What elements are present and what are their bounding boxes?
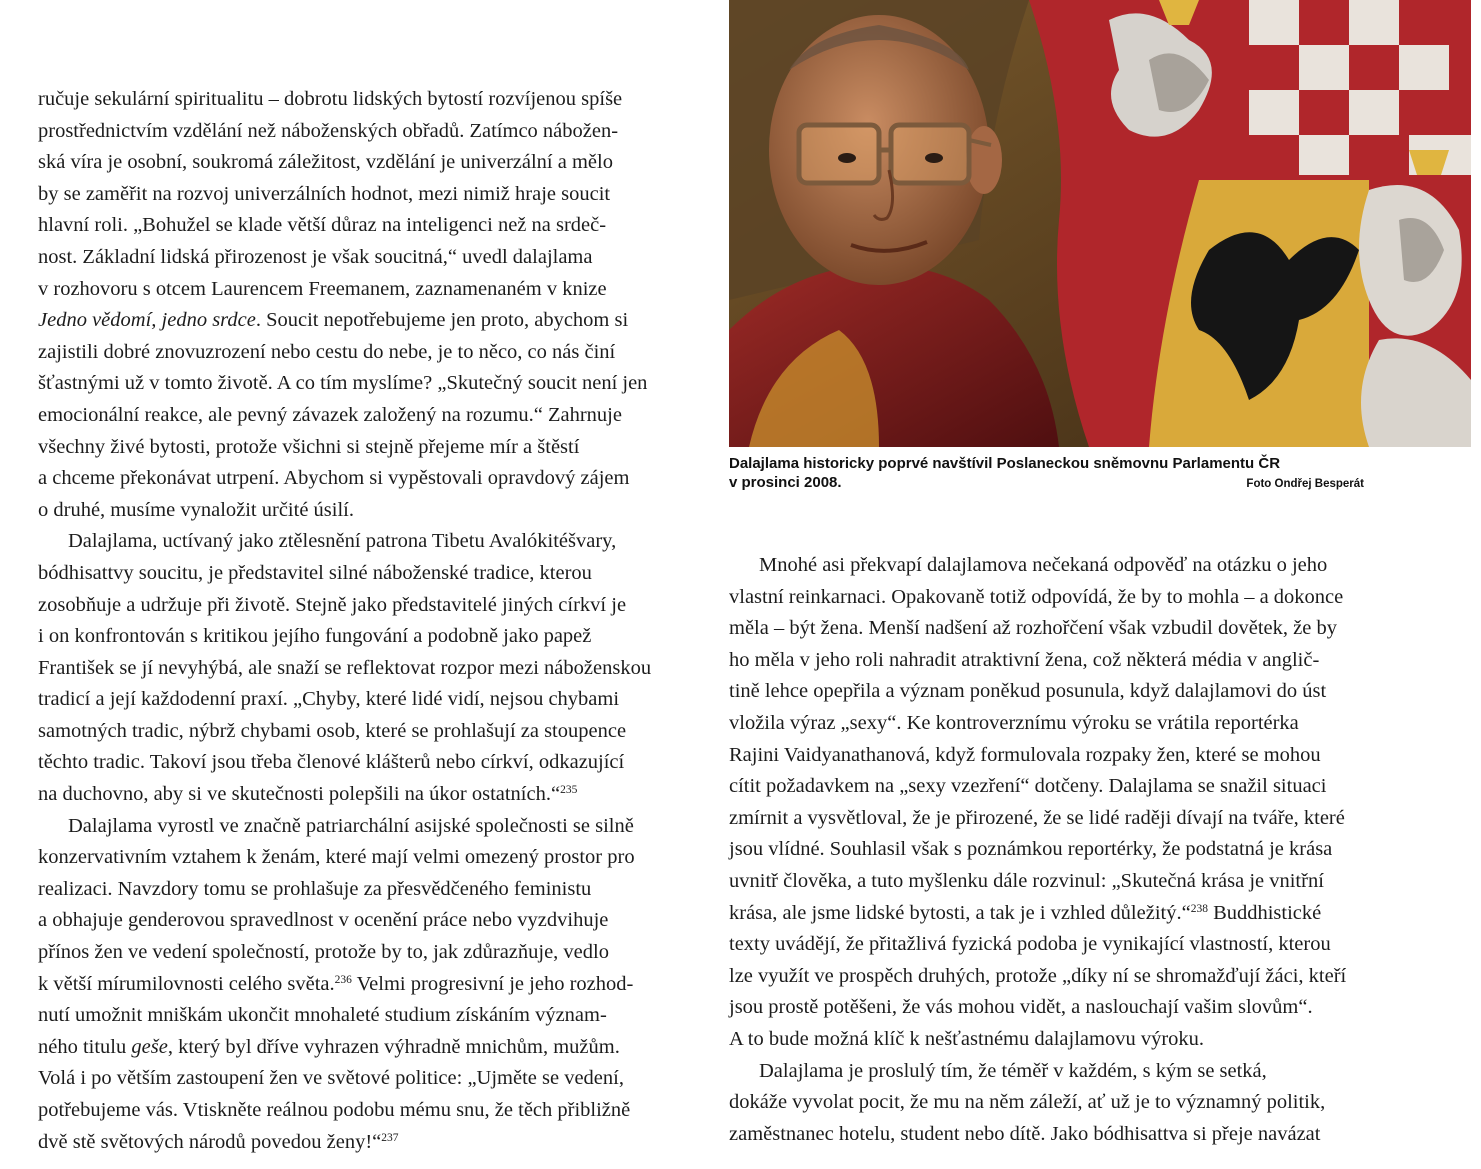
book-title: Jedno vědomí, jedno srdce bbox=[38, 309, 256, 332]
dalai-lama-photo bbox=[729, 0, 1471, 447]
paragraph-reincarnation bbox=[729, 550, 1369, 1056]
photo-illustration bbox=[729, 0, 1471, 447]
text-line: bódhisattvy soucitu, je představitel silné náboženské tradice, kterou bbox=[38, 561, 592, 584]
text-line: Dalajlama vyrostl ve značně patriarchální asijské společnosti se silně bbox=[68, 814, 634, 837]
text-line: přínos žen ve vedení společností, protože by to, jak zdůrazňuje, vedlo bbox=[38, 941, 609, 964]
text-line: zaměstnanec hotelu, student nebo dítě. Jako bódhisattva si přeje navázat bbox=[729, 1122, 1321, 1145]
text-line: emocionální reakce, ale pevný závazek založený na rozumu.“ Zahrnuje bbox=[38, 403, 622, 426]
caption-row bbox=[729, 473, 1364, 492]
text-line: v rozhovoru s otcem Laurencem Freemanem, zaznamenaném v knize bbox=[38, 277, 607, 300]
text-line: A to bude možná klíč k nešťastnému dalajlamovu výroku. bbox=[729, 1027, 1205, 1050]
text-line: Mnohé asi překvapí dalajlamova nečekaná odpověď na otázku o jeho bbox=[759, 554, 1328, 576]
text-line: šťastnými už v tomto životě. A co tím myslíme? „Skutečný soucit není jen bbox=[38, 372, 648, 395]
text-line: všechny živé bytosti, protože všichni si stejně přejeme mír a štěstí bbox=[38, 435, 580, 458]
text-line: tině lehce opepřila a význam poněkud posunula, když dalajlamovi do úst bbox=[729, 680, 1327, 703]
text-line: lze využít ve prospěch druhých, protože „díky ní se shromažďují žáci, kteří bbox=[729, 964, 1347, 987]
text-line: cítit požadavkem na „sexy vzezření“ dotčeny. Dalajlama se snažil situaci bbox=[729, 775, 1327, 798]
text-line: a chceme překonávat utrpení. Abychom si vypěstovali opravdový zájem bbox=[38, 467, 630, 490]
text-span: Velmi progresivní je jeho rozhod- bbox=[351, 972, 634, 995]
text-line: zmírnit a vysvětloval, že je přirozené, že se lidé raději dívají na tváře, které bbox=[729, 806, 1345, 829]
text-line: nost. Základní lidská přirozenost je však soucitná,“ uvedl dalajlama bbox=[38, 245, 593, 268]
text-line bbox=[38, 1127, 688, 1159]
text-line bbox=[38, 1032, 688, 1064]
paragraph-feminism bbox=[38, 811, 688, 1159]
text-span: , který byl dříve vyhrazen výhradně mnichům, mužům. bbox=[167, 1035, 620, 1058]
text-line bbox=[38, 305, 688, 337]
text-line: o druhé, musíme vynaložit určité úsilí. bbox=[38, 498, 354, 521]
paragraph-tradition bbox=[38, 526, 688, 810]
text-line: ská víra je osobní, soukromá záležitost, vzdělání je univerzální a mělo bbox=[38, 151, 613, 174]
paragraph-secular-spirituality bbox=[38, 84, 688, 526]
text-line: jsou prostě potěšeni, že vás mohou vidět, a naslouchají vašim slovům“. bbox=[729, 996, 1313, 1019]
right-column bbox=[729, 550, 1369, 1150]
text-line: měla – být žena. Menší nadšení až rozhořčení však vzbudil dovětek, že by bbox=[729, 617, 1337, 640]
footnote-ref-238: 238 bbox=[1190, 902, 1208, 915]
text-span: Buddhistické bbox=[1207, 901, 1322, 924]
caption-line: v prosinci 2008. bbox=[729, 474, 842, 491]
text-line: tradicí a její každodenní praxí. „Chyby, které lidé vidí, nejsou chybami bbox=[38, 688, 620, 711]
text-line: samotných tradic, nýbrž chybami osob, které se prohlašují za stoupence bbox=[38, 719, 627, 742]
text-line bbox=[729, 898, 1369, 930]
footnote-ref-236: 236 bbox=[334, 973, 352, 986]
text-span: krása, ale jsme lidské bytosti, a tak je i vzhled důležitý.“ bbox=[729, 901, 1191, 924]
text-span: dvě stě světových národů povedou ženy!“ bbox=[38, 1130, 382, 1153]
footnote-ref-235: 235 bbox=[560, 784, 578, 797]
text-line bbox=[38, 779, 688, 811]
text-line: realizaci. Navzdory tomu se prohlašuje za přesvědčeného feministu bbox=[38, 877, 592, 900]
text-line: vlastní reinkarnaci. Opakovaně totiž odpovídá, že by to mohla – a dokonce bbox=[729, 585, 1344, 608]
text-line: ho měla v jeho roli nahradit atraktivní žena, což některá média v anglič- bbox=[729, 648, 1320, 671]
text-line: zosobňuje a udržuje při životě. Stejně jako představitelé jiných církví je bbox=[38, 593, 627, 616]
geshe-term: geše bbox=[131, 1035, 168, 1058]
text-line: hlavní roli. „Bohužel se klade větší důraz na inteligenci než na srdeč- bbox=[38, 214, 607, 237]
text-line: vložila výraz „sexy“. Ke kontroverznímu výroku se vrátila reportérka bbox=[729, 711, 1299, 734]
text-line: Rajini Vaidyanathanová, když formulovala rozpaky žen, které se mohou bbox=[729, 743, 1321, 766]
text-line: Volá i po větším zastoupení žen ve světové politice: „Ujměte se vedení, bbox=[38, 1067, 624, 1090]
caption-line: Dalajlama historicky poprvé navštívil Poslaneckou sněmovnu Parlamentu ČR bbox=[729, 455, 1281, 472]
text-line: ručuje sekulární spiritualitu – dobrotu lidských bytostí rozvíjenou spíše bbox=[38, 88, 623, 110]
left-column bbox=[38, 84, 688, 1158]
text-span: ného titulu bbox=[38, 1035, 132, 1058]
text-line: texty uvádějí, že přitažlivá fyzická podoba je vynikající vlastností, kterou bbox=[729, 933, 1331, 956]
text-line: uvnitř člověka, a tuto myšlenku dále rozvinul: „Skutečná krása je vnitřní bbox=[729, 869, 1324, 892]
text-line: potřebujeme vás. Vtiskněte reálnou podobu mému snu, že těch přibližně bbox=[38, 1099, 631, 1121]
text-span: na duchovno, aby si ve skutečnosti polepšili na úkor ostatních.“ bbox=[38, 783, 561, 806]
text-line: Dalajlama, uctívaný jako ztělesnění patrona Tibetu Avalókitéšvary, bbox=[68, 530, 617, 553]
text-line: dokáže vyvolat pocit, že mu na něm záleží, ať už je to významný politik, bbox=[729, 1091, 1326, 1114]
text-line: prostřednictvím vzdělání než náboženských obřadů. Zatímco nábožen- bbox=[38, 119, 619, 142]
text-line: a obhajuje genderovou spravedlnost v ocenění práce nebo vyzdvihuje bbox=[38, 909, 609, 932]
text-span: k větší mírumilovnosti celého světa. bbox=[38, 972, 335, 995]
text-line: by se zaměřit na rozvoj univerzálních hodnot, mezi nimiž hraje soucit bbox=[38, 182, 611, 205]
photo-caption bbox=[729, 454, 1364, 492]
text-line: jsou vlídné. Souhlasil však s poznámkou reportérky, že podstatná je krása bbox=[729, 838, 1333, 861]
text-span: . Soucit nepotřebujeme jen proto, abychom si bbox=[255, 309, 629, 332]
text-line: zajistili dobré znovuzrození nebo cestu do nebe, je to něco, co nás činí bbox=[38, 340, 616, 363]
footnote-ref-237: 237 bbox=[381, 1131, 399, 1144]
text-line: nutí umožnit mniškám ukončit mnohaleté studium získáním význam- bbox=[38, 1004, 607, 1027]
text-line bbox=[38, 969, 688, 1001]
text-line: konzervativním vztahem k ženám, které mají velmi omezený prostor pro bbox=[38, 846, 635, 869]
text-line: těchto tradic. Takoví jsou třeba členové klášterů nebo církví, odkazující bbox=[38, 751, 625, 774]
text-line: Dalajlama je proslulý tím, že téměř v každém, s kým se setká, bbox=[759, 1059, 1267, 1082]
text-line: František se jí nevyhýbá, ale snaží se reflektovat rozpor mezi náboženskou bbox=[38, 656, 652, 679]
text-line: i on konfrontován s kritikou jejího fungování a podobně jako papež bbox=[38, 625, 592, 648]
paragraph-care bbox=[729, 1056, 1369, 1151]
photo-credit: Foto Ondřej Besperát bbox=[1246, 478, 1364, 490]
